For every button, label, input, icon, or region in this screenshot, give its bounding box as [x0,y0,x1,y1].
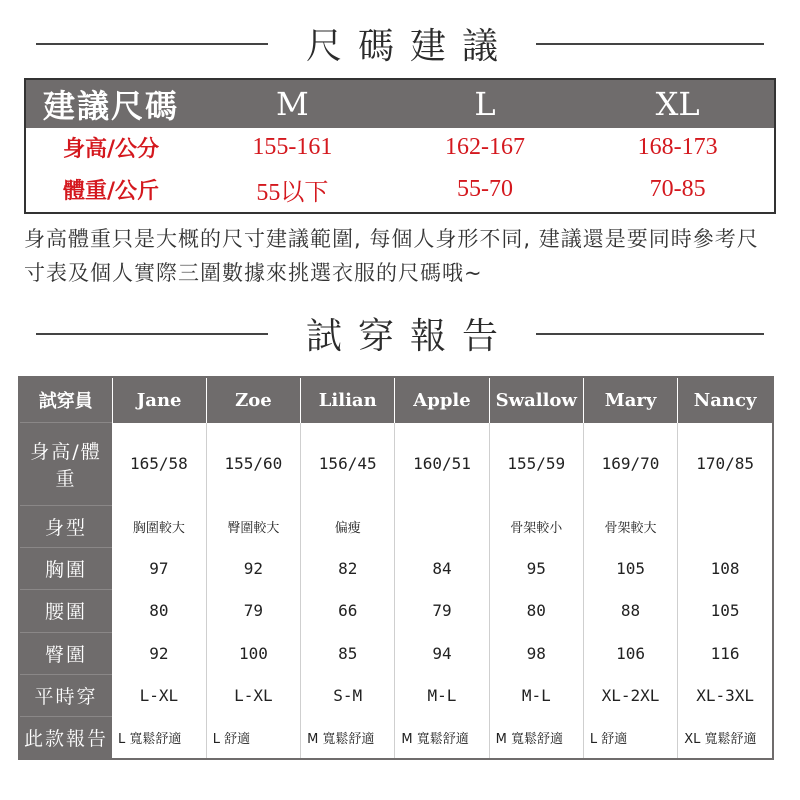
report-row-label: 身型 [20,505,112,547]
report-cell: 160/51 [395,423,489,506]
report-cell: S-M [301,674,395,716]
report-cell: L 舒適 [206,717,300,758]
report-cell: 92 [112,632,206,674]
report-cell: M-L [489,674,583,716]
report-row [20,505,772,547]
size-section-heading [0,18,800,69]
heading-rule-right [536,333,764,335]
heading-rule-left [36,333,268,335]
report-cell: 85 [301,632,395,674]
report-cell: 169/70 [583,423,677,506]
size-cell: 162-167 [444,134,525,161]
report-cell: 骨架較小 [489,505,583,547]
tester-name: Zoe [206,378,300,423]
row-label: 體重/公斤 [62,179,160,205]
report-row-label: 腰圍 [20,590,112,632]
size-header-l: L [474,85,496,123]
size-cell: 155-161 [252,134,333,161]
size-note: 身高體重只是大概的尺寸建議範圍, 每個人身形不同, 建議還是要同時參考尺寸表及個人實際三圍數據來挑選衣服的尺碼哦~ [24,227,759,285]
size-header-row [26,80,774,128]
tester-name: Mary [583,378,677,423]
report-cell: XL 寬鬆舒適 [684,731,757,747]
report-cell: XL-3XL [696,685,754,705]
report-cell: L 舒適 [583,717,677,758]
report-cell: 66 [301,590,395,632]
report-row-label: 胸圍 [20,548,112,590]
tester-name: Apple [395,378,489,423]
report-cell: 116 [710,643,740,663]
report-row [20,548,772,590]
report-row-label: 此款報告 [20,717,112,758]
report-cell: 105 [583,548,677,590]
report-cell: 80 [489,590,583,632]
report-cell: 88 [583,590,677,632]
report-row-label: 平時穿 [20,674,112,716]
size-cell: 168-173 [637,134,718,161]
report-cell: L-XL [206,674,300,716]
report-row-label: 身高/體重 [20,423,112,506]
row-label: 身高/公分 [62,137,160,163]
size-row-weight [26,168,774,212]
report-cell: L-XL [112,674,206,716]
heading-rule-left [36,43,268,45]
size-header-m: M [275,85,309,123]
size-section-title: 尺碼建議 [305,26,514,67]
report-row [20,423,772,506]
report-cell [678,505,772,547]
report-cell: M 寬鬆舒適 [395,717,489,758]
report-section-title: 試穿報告 [305,316,514,357]
size-cell: 55以下 [256,180,329,207]
report-cell: 98 [489,632,583,674]
tester-name: Lilian [301,378,395,423]
report-cell: 97 [112,548,206,590]
size-header-xl: XL [655,85,700,123]
report-cell: 105 [710,601,740,621]
report-cell: 骨架較大 [583,505,677,547]
report-cell: 108 [710,559,740,579]
report-cell: L 寬鬆舒適 [112,717,206,758]
report-header-row [20,378,772,423]
report-cell: 95 [489,548,583,590]
report-cell: 156/45 [301,423,395,506]
report-cell: M 寬鬆舒適 [301,717,395,758]
report-cell: 106 [583,632,677,674]
tester-name: Swallow [489,378,583,423]
report-cell: 84 [395,548,489,590]
report-cell: 155/59 [489,423,583,506]
tester-name: Jane [112,378,206,423]
report-cell: 100 [206,632,300,674]
size-suggestion-table [24,78,776,214]
report-cell: 170/85 [696,454,754,474]
size-row-height [26,128,774,168]
report-row [20,674,772,716]
report-row-label: 臀圍 [20,632,112,674]
report-cell [395,505,489,547]
report-row [20,717,772,758]
report-cell: 82 [301,548,395,590]
report-cell: XL-2XL [583,674,677,716]
report-cell: 胸圍較大 [112,505,206,547]
report-section-heading [0,308,800,359]
report-header-label: 試穿員 [20,378,112,423]
size-header-label: 建議尺碼 [42,87,179,125]
tester-name: Nancy [678,378,772,423]
report-row [20,590,772,632]
report-cell: 偏瘦 [301,505,395,547]
heading-rule-right [536,43,764,45]
report-cell: M 寬鬆舒適 [489,717,583,758]
report-cell: 80 [112,590,206,632]
try-on-report-table [18,376,774,760]
report-row [20,632,772,674]
size-cell: 70-85 [649,176,706,203]
report-cell: 94 [395,632,489,674]
report-cell: 92 [206,548,300,590]
report-cell: 165/58 [112,423,206,506]
report-cell: 155/60 [206,423,300,506]
report-cell: 臀圍較大 [206,505,300,547]
report-cell: 79 [206,590,300,632]
report-cell: 79 [395,590,489,632]
report-cell: M-L [395,674,489,716]
size-cell: 55-70 [456,176,513,203]
